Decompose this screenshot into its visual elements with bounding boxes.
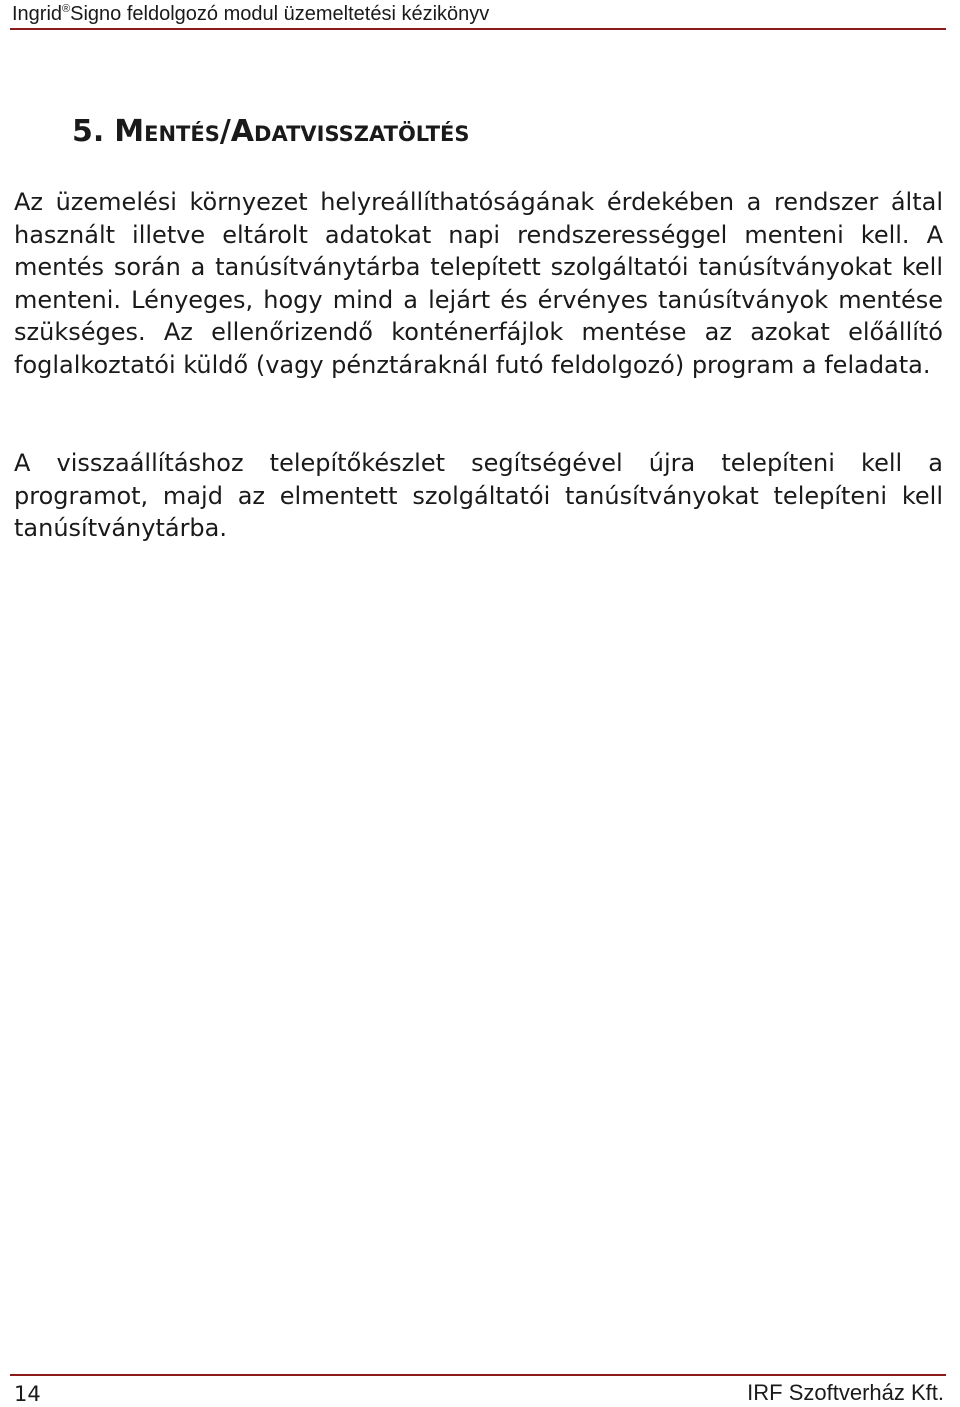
page-number: 14: [14, 1382, 41, 1406]
footer-company-name: IRF Szoftverház Kft.: [747, 1380, 944, 1405]
header-product-name: Ingrid: [12, 3, 63, 25]
footer-rule: [10, 1374, 946, 1376]
section-title: Mentés/Adatvisszatöltés: [114, 114, 470, 149]
header-rule: [10, 28, 946, 30]
section-number: 5.: [72, 114, 105, 149]
section-heading: [72, 112, 470, 152]
registered-trademark-mark: ®: [62, 3, 71, 15]
running-header: [12, 2, 946, 28]
body-paragraph-1: Az üzemelési környezet helyreállíthatóságának érdekében a rendszer által használt illetve eltárolt adatokat napi rendszerességgel menteni kell. A mentés során a tanúsítványtárba telepített szolgáltatói tanúsítványokat kell menteni. Lényeges, hogy mind a lejárt és érvényes tanúsítványok mentése szükséges. Az ellenőrizendő konténerfájlok mentése az azokat előállító foglalkoztatói küldő (vagy pénztáraknál futó feldolgozó) program a feladata.: [14, 188, 943, 379]
header-title: Signo feldolgozó modul üzemeltetési kézikönyv: [70, 3, 490, 25]
body-paragraph-2: A visszaállításhoz telepítőkészlet segítségével újra telepíteni kell a programot, majd az elmentett szolgáltatói tanúsítványokat telepíteni kell tanúsítványtárba.: [14, 449, 943, 542]
